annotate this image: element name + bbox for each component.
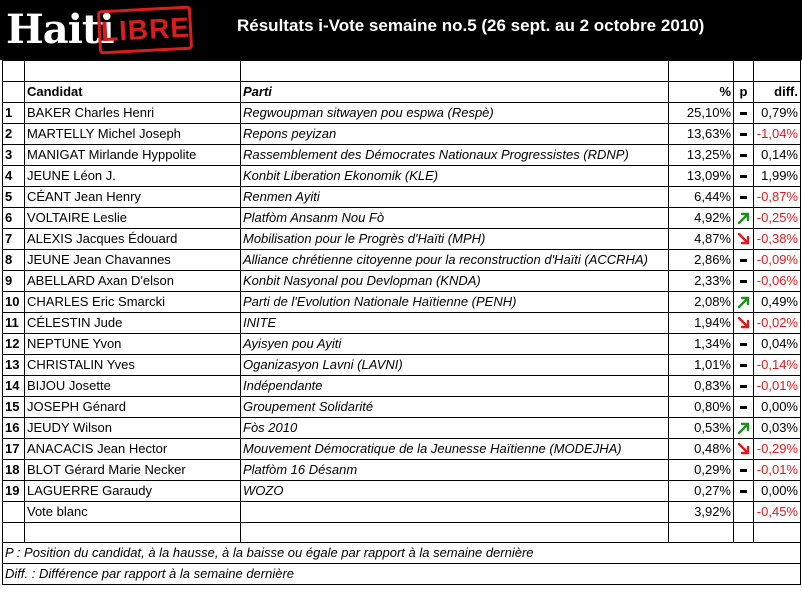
table-row — [3, 270, 801, 291]
trend-equal-dash-icon — [740, 280, 747, 283]
candidate-name: VOLTAIRE Leslie — [25, 207, 241, 228]
candidate-party: Regwoupman sitwayen pou espwa (Respè) — [241, 102, 669, 123]
candidate-percent: 1,94% — [669, 312, 734, 333]
header-bar — [0, 0, 802, 60]
candidate-diff: -0,29% — [754, 438, 801, 459]
candidate-rank: 6 — [3, 207, 25, 228]
candidate-name: CÉANT Jean Henry — [25, 186, 241, 207]
candidate-party: Fòs 2010 — [241, 417, 669, 438]
table-row — [3, 312, 801, 333]
candidate-percent: 4,92% — [669, 207, 734, 228]
candidate-name: JEUDY Wilson — [25, 417, 241, 438]
trend-up-arrow-icon — [737, 295, 751, 309]
page-title: Résultats i-Vote semaine no.5 (26 sept. au 2 octobre 2010) — [237, 16, 705, 35]
candidate-diff: -0,87% — [754, 186, 801, 207]
candidate-diff: -0,25% — [754, 207, 801, 228]
logo-haiti: Haiti — [6, 6, 114, 53]
candidate-party: Mobilisation pour le Progrès d'Haïti (MPH) — [241, 228, 669, 249]
candidate-name: CÉLESTIN Jude — [25, 312, 241, 333]
candidate-diff: -0,01% — [754, 375, 801, 396]
candidate-party: INITE — [241, 312, 669, 333]
candidate-name: JOSEPH Génard — [25, 396, 241, 417]
trend-up-arrow-icon — [737, 421, 751, 435]
table-header-row — [3, 81, 801, 102]
trend-equal-dash-icon — [740, 133, 747, 136]
candidate-party: Indépendante — [241, 375, 669, 396]
candidate-rank: 14 — [3, 375, 25, 396]
candidate-rank: 2 — [3, 123, 25, 144]
candidate-name: CHARLES Eric Smarcki — [25, 291, 241, 312]
trend-equal-dash-icon — [740, 259, 747, 262]
candidate-diff: 1,99% — [754, 165, 801, 186]
candidate-party: Platfòm Ansanm Nou Fò — [241, 207, 669, 228]
candidate-diff: 0,14% — [754, 144, 801, 165]
candidate-name: ANACACIS Jean Hector — [25, 438, 241, 459]
column-header-diff: diff. — [754, 81, 801, 102]
candidate-name: JEUNE Jean Chavannes — [25, 249, 241, 270]
candidate-rank: 8 — [3, 249, 25, 270]
blank-vote-percent: 3,92% — [669, 501, 734, 522]
blank-vote-label: Vote blanc — [25, 501, 241, 522]
candidate-percent: 2,33% — [669, 270, 734, 291]
candidate-percent: 0,80% — [669, 396, 734, 417]
candidate-diff: -0,14% — [754, 354, 801, 375]
candidate-diff: 0,03% — [754, 417, 801, 438]
candidate-party: Groupement Solidarité — [241, 396, 669, 417]
candidate-percent: 13,25% — [669, 144, 734, 165]
candidate-party: Oganizasyon Lavni (LAVNI) — [241, 354, 669, 375]
candidate-party: Renmen Ayiti — [241, 186, 669, 207]
candidate-percent: 0,48% — [669, 438, 734, 459]
candidate-diff: 0,49% — [754, 291, 801, 312]
candidate-rank: 15 — [3, 396, 25, 417]
candidate-diff: -0,09% — [754, 249, 801, 270]
table-row — [3, 144, 801, 165]
footnote-row — [3, 564, 801, 585]
candidate-party: Alliance chrétienne citoyenne pour la reconstruction d'Haïti (ACCRHA) — [241, 249, 669, 270]
table-row — [3, 123, 801, 144]
trend-equal-dash-icon — [740, 196, 747, 199]
trend-equal-dash-icon — [740, 112, 747, 115]
candidate-rank: 10 — [3, 291, 25, 312]
table-row — [3, 186, 801, 207]
candidate-rank: 1 — [3, 102, 25, 123]
candidate-name: NEPTUNE Yvon — [25, 333, 241, 354]
candidate-name: MANIGAT Mirlande Hyppolite — [25, 144, 241, 165]
candidate-name: JEUNE Léon J. — [25, 165, 241, 186]
candidate-diff: -0,38% — [754, 228, 801, 249]
candidate-rank: 3 — [3, 144, 25, 165]
logo-libre-stamp: LIBRE — [97, 6, 193, 55]
candidate-percent: 4,87% — [669, 228, 734, 249]
candidate-party: Konbit Liberation Ekonomik (KLE) — [241, 165, 669, 186]
candidate-diff: -0,01% — [754, 459, 801, 480]
trend-down-arrow-icon — [737, 316, 751, 330]
candidate-rank: 18 — [3, 459, 25, 480]
candidate-diff: -0,02% — [754, 312, 801, 333]
candidate-name: BAKER Charles Henri — [25, 102, 241, 123]
footnote-diff: Diff. : Différence par rapport à la semaine dernière — [3, 564, 801, 585]
candidate-percent: 0,83% — [669, 375, 734, 396]
candidate-party: Platfòm 16 Désanm — [241, 459, 669, 480]
footnote-position: P : Position du candidat, à la hausse, à la baisse ou égale par rapport à la semaine dernière — [3, 543, 801, 564]
candidate-rank: 16 — [3, 417, 25, 438]
table-row — [3, 354, 801, 375]
candidate-diff: -0,06% — [754, 270, 801, 291]
candidate-diff: 0,00% — [754, 396, 801, 417]
trend-down-arrow-icon — [737, 232, 751, 246]
table-row — [3, 102, 801, 123]
candidate-percent: 2,86% — [669, 249, 734, 270]
candidate-name: BIJOU Josette — [25, 375, 241, 396]
trend-equal-dash-icon — [740, 364, 747, 367]
candidate-party: Mouvement Démocratique de la Jeunesse Haïtienne (MODEJHA) — [241, 438, 669, 459]
candidate-name: MARTELLY Michel Joseph — [25, 123, 241, 144]
trend-equal-dash-icon — [740, 154, 747, 157]
candidate-rank: 7 — [3, 228, 25, 249]
candidate-party: Rassemblement des Démocrates Nationaux Progressistes (RDNP) — [241, 144, 669, 165]
trend-down-arrow-icon — [737, 442, 751, 456]
table-row — [3, 165, 801, 186]
table-row — [3, 333, 801, 354]
candidate-party: Ayisyen pou Ayiti — [241, 333, 669, 354]
candidate-rank: 5 — [3, 186, 25, 207]
blank-vote-diff: -0,45% — [754, 501, 801, 522]
candidate-rank: 13 — [3, 354, 25, 375]
table-row — [3, 396, 801, 417]
candidate-percent: 0,53% — [669, 417, 734, 438]
table-row — [3, 207, 801, 228]
candidate-name: BLOT Gérard Marie Necker — [25, 459, 241, 480]
trend-up-arrow-icon — [737, 211, 751, 225]
candidate-party: Parti de l'Evolution Nationale Haïtienne (PENH) — [241, 291, 669, 312]
candidate-percent: 13,09% — [669, 165, 734, 186]
candidate-name: CHRISTALIN Yves — [25, 354, 241, 375]
candidate-percent: 13,63% — [669, 123, 734, 144]
candidate-rank: 9 — [3, 270, 25, 291]
empty-separator-row — [3, 522, 801, 543]
table-row — [3, 459, 801, 480]
blank-vote-row — [3, 501, 801, 522]
candidate-percent: 25,10% — [669, 102, 734, 123]
table-row — [3, 480, 801, 501]
candidate-name: ABELLARD Axan D'elson — [25, 270, 241, 291]
trend-equal-dash-icon — [740, 490, 747, 493]
candidate-party: WOZO — [241, 480, 669, 501]
candidate-name: LAGUERRE Garaudy — [25, 480, 241, 501]
footnote-row — [3, 543, 801, 564]
candidate-rank: 11 — [3, 312, 25, 333]
candidate-percent: 0,27% — [669, 480, 734, 501]
candidate-diff: -1,04% — [754, 123, 801, 144]
candidate-rank: 4 — [3, 165, 25, 186]
trend-equal-dash-icon — [740, 175, 747, 178]
trend-equal-dash-icon — [740, 406, 747, 409]
candidate-diff: 0,04% — [754, 333, 801, 354]
table-row — [3, 228, 801, 249]
column-header-party: Parti — [241, 81, 669, 102]
candidate-percent: 0,29% — [669, 459, 734, 480]
candidate-diff: 0,79% — [754, 102, 801, 123]
table-row — [3, 375, 801, 396]
candidate-rank: 12 — [3, 333, 25, 354]
trend-equal-dash-icon — [740, 343, 747, 346]
candidate-party: Repons peyizan — [241, 123, 669, 144]
column-header-candidate: Candidat — [25, 81, 241, 102]
results-table — [2, 60, 801, 585]
table-row — [3, 291, 801, 312]
table-row — [3, 417, 801, 438]
trend-equal-dash-icon — [740, 469, 747, 472]
candidate-percent: 6,44% — [669, 186, 734, 207]
candidate-percent: 1,34% — [669, 333, 734, 354]
candidate-percent: 2,08% — [669, 291, 734, 312]
candidate-rank: 19 — [3, 480, 25, 501]
column-header-position: p — [734, 81, 754, 102]
candidate-rank: 17 — [3, 438, 25, 459]
candidate-percent: 1,01% — [669, 354, 734, 375]
candidate-diff: 0,00% — [754, 480, 801, 501]
empty-top-row — [3, 61, 801, 82]
table-row — [3, 438, 801, 459]
table-row — [3, 249, 801, 270]
trend-equal-dash-icon — [740, 385, 747, 388]
candidate-party: Konbit Nasyonal pou Devlopman (KNDA) — [241, 270, 669, 291]
candidate-name: ALEXIS Jacques Édouard — [25, 228, 241, 249]
column-header-percent: % — [669, 81, 734, 102]
